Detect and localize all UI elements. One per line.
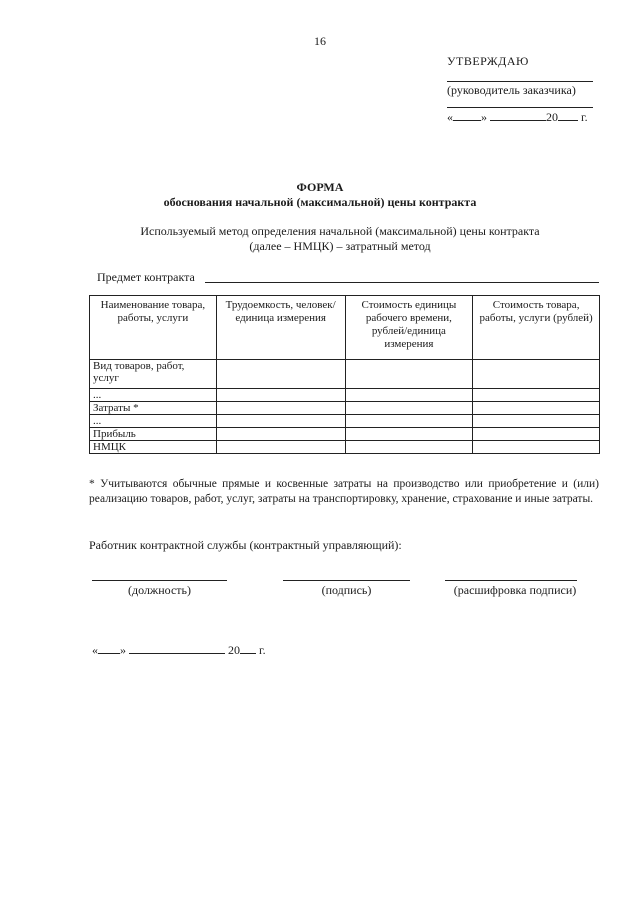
- page-number: 16: [314, 34, 326, 48]
- approval-year-suffix: г.: [581, 110, 588, 124]
- table-cell: [473, 415, 600, 428]
- row-label: Прибыль: [90, 428, 217, 441]
- table-header-row: [90, 296, 600, 360]
- header-labor: Трудоемкость, человек/единица измерения: [216, 296, 345, 360]
- table-cell: [473, 402, 600, 415]
- method-statement: [80, 224, 600, 254]
- bottom-date-open: «: [92, 643, 98, 657]
- form-title: ФОРМА: [296, 180, 344, 194]
- table-row: [90, 415, 600, 428]
- position-line: [92, 580, 227, 581]
- approval-title: УТВЕРЖДАЮ: [447, 54, 529, 68]
- bottom-year-blank: [240, 642, 256, 654]
- row-label: Затраты *: [90, 402, 217, 415]
- approval-date: [447, 109, 607, 125]
- footnote: * Учитываются обычные прямые и косвенные затраты на производство или приобретение и (или) реализацию товаров, работ, услуг, затраты на транспортировку, хранение, страхование и иные затраты.: [89, 478, 599, 505]
- signature-line: [283, 580, 410, 581]
- row-label: НМЦК: [90, 441, 217, 454]
- bottom-date: [92, 642, 266, 658]
- cost-table: [89, 295, 600, 454]
- approval-year-prefix: 20: [546, 110, 558, 124]
- table-cell: [345, 389, 473, 402]
- table-cell: [216, 428, 345, 441]
- signature-caption: (подпись): [321, 583, 372, 597]
- approval-year-blank: [558, 109, 578, 121]
- subject-field-line: [205, 282, 599, 283]
- table-row: [90, 389, 600, 402]
- approval-name-line: [447, 98, 593, 108]
- approval-day-blank: [453, 109, 481, 121]
- table-row: [90, 441, 600, 454]
- method-line-2: (далее – НМЦК) – затратный метод: [249, 239, 431, 253]
- form-subtitle: обоснования начальной (максимальной) цены контракта: [163, 195, 477, 209]
- table-row: [90, 402, 600, 415]
- approval-date-open: «: [447, 110, 453, 124]
- bottom-year-prefix: 20: [228, 643, 240, 657]
- table-cell: [473, 441, 600, 454]
- decoding-line: [445, 580, 577, 581]
- row-label: Вид товаров, работ, услуг: [90, 360, 217, 389]
- approval-date-close: »: [481, 110, 487, 124]
- worker-label: Работник контрактной службы (контрактный управляющий):: [89, 538, 402, 552]
- header-total-cost: Стоимость товара, работы, услуги (рублей): [473, 296, 600, 360]
- table-cell: [473, 360, 600, 389]
- table-cell: [345, 360, 473, 389]
- table-row: [90, 428, 600, 441]
- table-cell: [345, 415, 473, 428]
- bottom-date-close: »: [120, 643, 126, 657]
- row-label: ...: [90, 415, 217, 428]
- approval-caption: (руководитель заказчика): [447, 83, 576, 97]
- approval-signature-line: [447, 69, 593, 82]
- table-cell: [216, 441, 345, 454]
- table-cell: [216, 415, 345, 428]
- table-cell: [473, 428, 600, 441]
- table-cell: [216, 402, 345, 415]
- table-cell: [216, 360, 345, 389]
- header-unit-cost: Стоимость единицы рабочего времени, рублей/единица измерения: [345, 296, 473, 360]
- table-cell: [345, 428, 473, 441]
- row-label: ...: [90, 389, 217, 402]
- header-name: Наименование товара, работы, услуги: [90, 296, 217, 360]
- position-caption: (должность): [128, 583, 191, 597]
- table-cell: [345, 441, 473, 454]
- approval-month-blank: [490, 109, 546, 121]
- method-line-1: Используемый метод определения начальной (максимальной) цены контракта: [140, 224, 540, 238]
- decoding-caption: (расшифровка подписи): [453, 583, 577, 597]
- bottom-year-suffix: г.: [259, 643, 266, 657]
- subject-label: Предмет контракта: [97, 270, 195, 284]
- bottom-month-blank: [129, 642, 225, 654]
- table-cell: [345, 402, 473, 415]
- approval-block: [447, 54, 607, 125]
- table-row: [90, 360, 600, 389]
- bottom-day-blank: [98, 642, 120, 654]
- table-cell: [473, 389, 600, 402]
- table-cell: [216, 389, 345, 402]
